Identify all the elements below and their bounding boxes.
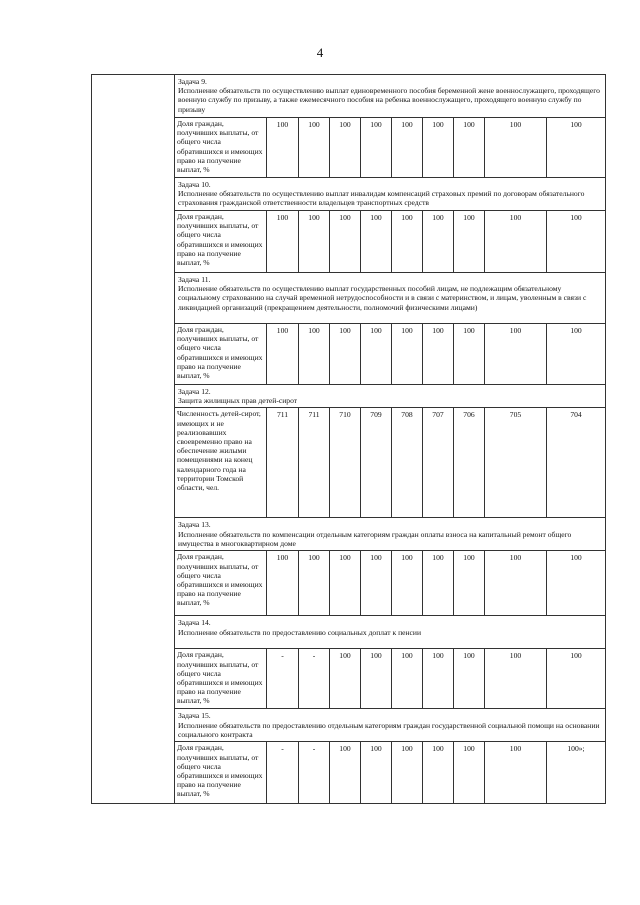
indicator-value: 100: [423, 551, 454, 616]
indicators-table: [91, 74, 606, 804]
indicator-value: 100»;: [547, 742, 606, 804]
indicator-value: 100: [392, 649, 423, 709]
indicator-value: 100: [454, 649, 485, 709]
indicator-value: 100: [330, 118, 361, 178]
indicator-value: 100: [392, 211, 423, 273]
indicator-value: 711: [267, 408, 299, 518]
indicator-value: 100: [267, 118, 299, 178]
task-description: Исполнение обязательств по предоставлению социальных доплат к пенсии: [178, 627, 422, 637]
task-description: Исполнение обязательств по компенсации отдельным категориям граждан оплаты взноса на капитальный ремонт общего имущества в многоквартирном доме: [178, 529, 572, 548]
indicator-value: 100: [330, 324, 361, 385]
indicator-name: Численность детей-сирот, имеющих и не реализовавших своевременно право на обеспечение жилыми помещениями на конец календарного года на территории Томской области, чел.: [175, 408, 267, 518]
indicator-value: 705: [485, 408, 547, 518]
indicator-value: 100: [485, 211, 547, 273]
indicator-value: 100: [547, 118, 606, 178]
indicator-value: 100: [423, 211, 454, 273]
indicator-value: 100: [392, 551, 423, 616]
task-description: Исполнение обязательств по осуществлению выплат инвалидам компенсаций страховых премий по договорам обязательного страхования гражданской ответственности владельцев транспортных средств: [178, 189, 585, 208]
task-title: Задача 10.: [178, 180, 211, 189]
task-cell: [175, 178, 606, 211]
indicator-name: Доля граждан, получивших выплаты, от общего числа обратившихся и имеющих право на получение выплат, %: [175, 118, 267, 178]
task-title: Задача 14.: [178, 618, 211, 628]
indicator-value: 100: [267, 211, 299, 273]
indicator-value: 100: [299, 324, 330, 385]
indicator-value: 100: [267, 324, 299, 385]
indicator-name: Доля граждан, получивших выплаты, от общего числа обратившихся и имеющих право на получение выплат, %: [175, 649, 267, 709]
left-blank-column: [92, 75, 175, 804]
task-description: Исполнение обязательств по предоставлению отдельным категориям граждан государственной социальной помощи на основании социального контракта: [178, 720, 600, 739]
indicator-name: Доля граждан, получивших выплаты, от общего числа обратившихся и имеющих право на получение выплат, %: [175, 551, 267, 616]
indicator-value: 100: [299, 118, 330, 178]
indicator-value: 100: [392, 118, 423, 178]
task-title: Задача 11.: [178, 275, 211, 284]
indicator-value: -: [267, 649, 299, 709]
indicator-value: 100: [454, 551, 485, 616]
task-cell: [175, 273, 606, 324]
indicator-value: 100: [454, 742, 485, 804]
task-cell: [175, 75, 606, 118]
task-description: Исполнение обязательств по осуществлению выплат единовременного пособия беременной жене военнослужащего, проходящего военную службу по призыву, а также ежемесячного пособия на ребенка военнослужащего, проходящего военную службу по призыву: [178, 86, 600, 114]
indicator-value: 100: [330, 551, 361, 616]
indicator-value: 100: [330, 742, 361, 804]
page-number: 4: [316, 45, 324, 60]
indicator-value: 711: [299, 408, 330, 518]
task-title: Задача 15.: [178, 711, 211, 721]
task-title: Задача 13.: [178, 520, 211, 530]
indicator-value: 100: [267, 551, 299, 616]
indicator-value: 707: [423, 408, 454, 518]
indicator-value: 100: [454, 211, 485, 273]
indicator-value: 710: [330, 408, 361, 518]
indicator-value: 100: [361, 324, 392, 385]
indicator-value: 100: [423, 324, 454, 385]
indicator-value: 100: [392, 324, 423, 385]
indicator-value: 100: [330, 649, 361, 709]
indicator-value: 100: [361, 742, 392, 804]
indicator-value: 100: [454, 118, 485, 178]
indicator-value: -: [267, 742, 299, 804]
indicator-value: 100: [361, 118, 392, 178]
indicator-value: 100: [547, 649, 606, 709]
indicator-value: 100: [485, 118, 547, 178]
indicator-value: 100: [454, 324, 485, 385]
indicator-value: 100: [361, 649, 392, 709]
indicator-value: -: [299, 649, 330, 709]
indicator-name: Доля граждан, получивших выплаты, от общего числа обратившихся и имеющих право на получение выплат, %: [175, 324, 267, 385]
indicator-value: 100: [547, 551, 606, 616]
indicator-value: 100: [299, 551, 330, 616]
indicator-value: 100: [485, 742, 547, 804]
indicator-value: 100: [299, 211, 330, 273]
indicator-value: 100: [547, 211, 606, 273]
indicator-name: Доля граждан, получивших выплаты, от общего числа обратившихся и имеющих право на получение выплат, %: [175, 742, 267, 804]
indicator-value: 100: [485, 324, 547, 385]
indicator-value: 100: [361, 551, 392, 616]
indicator-value: 100: [330, 211, 361, 273]
indicator-value: 100: [423, 118, 454, 178]
indicator-value: 706: [454, 408, 485, 518]
table-body: [92, 75, 606, 804]
indicator-value: 100: [485, 551, 547, 616]
indicator-value: 100: [485, 649, 547, 709]
indicator-value: 100: [392, 742, 423, 804]
task-cell: [175, 709, 606, 742]
indicator-value: 100: [423, 649, 454, 709]
task-description: Исполнение обязательств по осуществлению выплат государственных пособий лицам, не подлежащим обязательному социальному страхованию на случай временной нетрудоспособности и в связи с материнством, и лицам, уволенным в связи с ликвидацией организаций (прекращением деятельности, полномочий физическими лицами): [178, 284, 587, 312]
task-cell: [175, 616, 606, 649]
indicator-value: 100: [423, 742, 454, 804]
indicator-value: 709: [361, 408, 392, 518]
task-cell: [175, 518, 606, 551]
task-cell: [175, 385, 606, 408]
indicator-value: 100: [547, 324, 606, 385]
indicator-value: 100: [361, 211, 392, 273]
indicator-name: Доля граждан, получивших выплаты, от общего числа обратившихся и имеющих право на получение выплат, %: [175, 211, 267, 273]
indicator-value: 704: [547, 408, 606, 518]
task-description: Защита жилищных прав детей-сирот: [178, 396, 298, 406]
task-row: [92, 75, 606, 118]
task-title: Задача 12.: [178, 387, 211, 396]
indicator-value: -: [299, 742, 330, 804]
indicator-value: 708: [392, 408, 423, 518]
task-title: Задача 9.: [178, 77, 207, 86]
